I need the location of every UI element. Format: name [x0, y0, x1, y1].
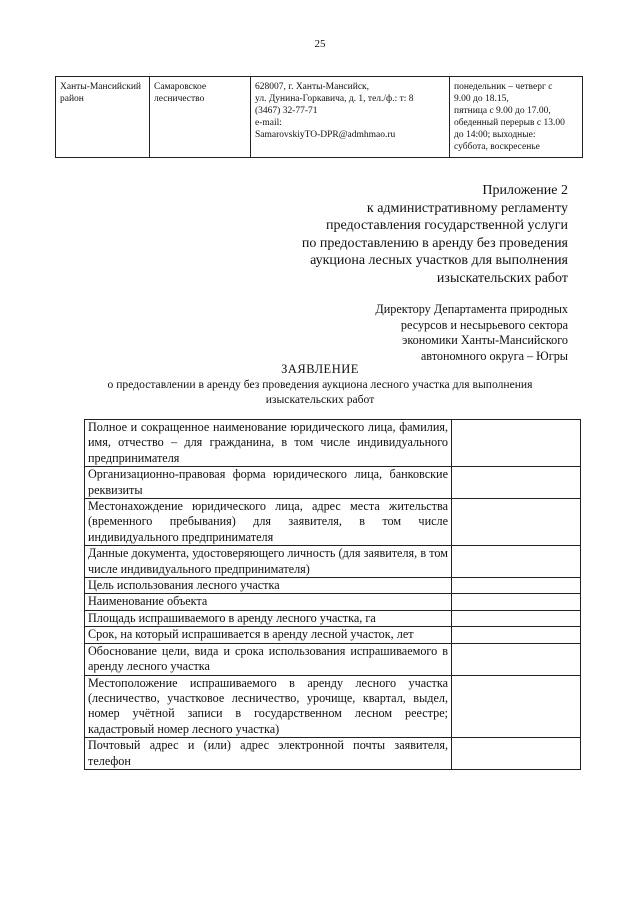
- email-link[interactable]: SamarovskiyTO-DPR@admhmao.ru: [255, 130, 396, 140]
- table-row: [56, 77, 583, 158]
- form-row: [85, 546, 581, 578]
- form-row: [85, 675, 581, 738]
- addressee-line: ресурсов и несырьевого сектора: [400, 317, 568, 332]
- forestry-office-table: [55, 76, 583, 158]
- form-row-label: Обоснование цели, вида и срока использования испрашиваемого в аренду лесного участка: [85, 643, 452, 675]
- form-row-value-field[interactable]: [452, 578, 581, 594]
- document-title: ЗАЯВЛЕНИЕ: [281, 362, 359, 376]
- form-row: [85, 627, 581, 643]
- form-row: [85, 643, 581, 675]
- appendix-line: Приложение 2: [482, 183, 568, 198]
- form-row-label: Срок, на который испрашивается в аренду лесной участок, лет: [85, 627, 452, 643]
- appendix-line: по предоставлению в аренду без проведения: [301, 235, 568, 251]
- schedule-line: пятница с 9.00 до 17.00,: [454, 106, 551, 116]
- address-line: e-mail:: [255, 118, 282, 128]
- address-cell: [251, 77, 450, 158]
- form-row-value-field[interactable]: [452, 675, 581, 738]
- schedule-line: обеденный перерыв с 13.00: [454, 118, 565, 128]
- form-row-value-field[interactable]: [452, 467, 581, 499]
- form-row: [85, 610, 581, 626]
- form-row: [85, 467, 581, 499]
- schedule-line: понедельник – четверг с: [454, 82, 553, 92]
- appendix-line: предоставления государственной услуги: [326, 218, 568, 233]
- subtitle-line: о предоставлении в аренду без проведения аукциона лесного участка для выполнения: [107, 378, 533, 391]
- forestry-cell: Самаровское лесничество: [150, 77, 251, 158]
- schedule-line: до 14:00; выходные:: [454, 130, 536, 140]
- appendix-line: аукциона лесных участков для выполнения: [310, 253, 568, 268]
- appendix-line: изыскательских работ: [436, 270, 568, 286]
- form-row: [85, 594, 581, 610]
- appendix-header: [302, 182, 568, 287]
- address-line: 628007, г. Ханты-Мансийск,: [255, 82, 370, 92]
- form-row: [85, 578, 581, 594]
- form-row-label: Цель использования лесного участка: [85, 578, 452, 594]
- document-subtitle: [60, 378, 580, 407]
- district-cell: Ханты-Мансийский район: [56, 77, 150, 158]
- form-row-value-field[interactable]: [452, 420, 581, 467]
- form-row-value-field[interactable]: [452, 546, 581, 578]
- form-row-label: Почтовый адрес и (или) адрес электронной почты заявителя, телефон: [85, 738, 452, 770]
- schedule-cell: [450, 77, 583, 158]
- form-row-label: Данные документа, удостоверяющего личность (для заявителя, в том числе индивидуального предпринимателя): [85, 546, 452, 578]
- form-row-label: Полное и сокращенное наименование юридического лица, фамилия, имя, отчество – для гражданина, в том числе индивидуального предпринимателя: [85, 420, 452, 467]
- form-row-value-field[interactable]: [452, 738, 581, 770]
- form-row-label: Площадь испрашиваемого в аренду лесного участка, га: [85, 610, 452, 626]
- form-row-label: Наименование объекта: [85, 594, 452, 610]
- form-row-label: Местонахождение юридического лица, адрес места жительства (временного пребывания) для заявителя, в том числе индивидуального предпринимателя: [85, 499, 452, 546]
- addressee-line: автономного округа – Югры: [420, 348, 568, 363]
- page-number: 25: [314, 38, 326, 50]
- form-row-label: Организационно-правовая форма юридического лица, банковские реквизиты: [85, 467, 452, 499]
- form-row-value-field[interactable]: [452, 610, 581, 626]
- form-row-value-field[interactable]: [452, 499, 581, 546]
- form-row-value-field[interactable]: [452, 643, 581, 675]
- application-form-table: [84, 419, 581, 770]
- form-row-value-field[interactable]: [452, 627, 581, 643]
- form-row: [85, 738, 581, 770]
- form-row: [85, 499, 581, 546]
- addressee-line: экономики Ханты-Мансийского: [402, 333, 568, 347]
- address-line: ул. Дунина-Горкавича, д. 1, тел./ф.: т: 8: [255, 94, 414, 104]
- schedule-line: суббота, воскресенье: [454, 142, 540, 152]
- addressee-block: [375, 302, 568, 364]
- addressee-line: Директору Департамента природных: [375, 302, 568, 316]
- address-line: (3467) 32-77-71: [255, 106, 318, 116]
- form-row-label: Местоположение испрашиваемого в аренду лесного участка (лесничество, участковое лесничество, урочище, квартал, выдел, номер учётной записи в государственном лесном реестре; кадастровый номер лесного участка): [85, 675, 452, 738]
- appendix-line: к административному регламенту: [366, 200, 568, 216]
- schedule-line: 9.00 до 18.15,: [454, 94, 509, 104]
- form-row-value-field[interactable]: [452, 594, 581, 610]
- subtitle-line: изыскательских работ: [265, 392, 375, 406]
- form-row: [85, 420, 581, 467]
